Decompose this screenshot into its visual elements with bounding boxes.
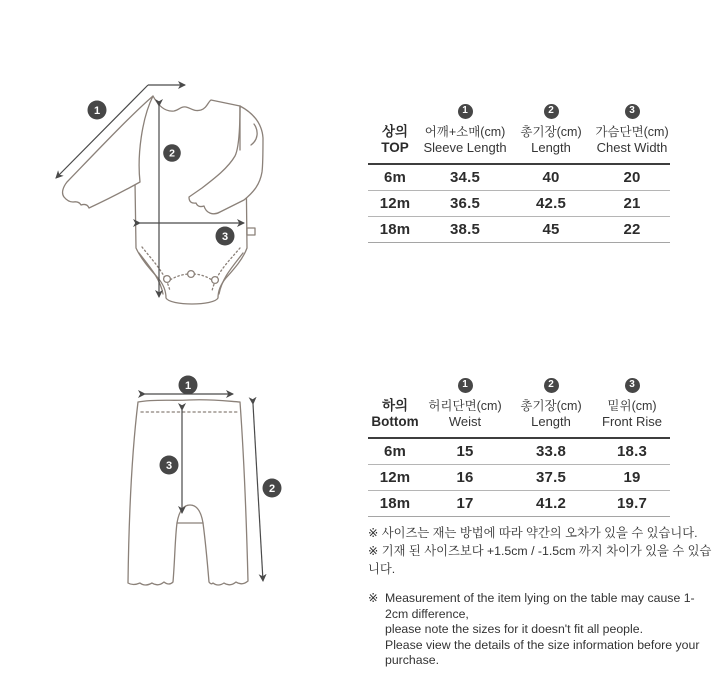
bodysuit-outline xyxy=(63,96,263,304)
value-cell: 22 xyxy=(623,221,641,238)
value-cell: 40 xyxy=(542,169,560,186)
pants-outline xyxy=(128,400,248,585)
table-row xyxy=(368,217,670,243)
svg-text:1: 1 xyxy=(184,379,192,392)
value-cell: 42.5 xyxy=(536,195,566,212)
value-cell: 19.7 xyxy=(617,495,647,512)
svg-text:2: 2 xyxy=(268,482,276,495)
column-badge-3: 3 xyxy=(625,104,640,119)
size-note-en-line-2: please note the sizes for it doesn't fit all people. xyxy=(385,622,644,636)
column-badge-1: 1 xyxy=(458,378,473,393)
value-cell: 45 xyxy=(542,221,560,238)
table-row xyxy=(368,439,670,465)
badge-header-row xyxy=(368,372,670,396)
size-table-top xyxy=(368,98,670,243)
value-cell: 17 xyxy=(456,495,474,512)
value-cell: 38.5 xyxy=(450,221,480,238)
value-cell: 15 xyxy=(456,443,474,460)
value-cell: 33.8 xyxy=(536,443,566,460)
note-marker: ※ xyxy=(368,591,379,605)
badge-header-row xyxy=(368,98,670,122)
column-header-front-rise: 밑위(cm) Front Rise xyxy=(602,399,662,429)
size-note-en-line-1: Measurement of the item lying on the table may cause 1-2cm difference, xyxy=(385,591,695,621)
measure-badge-1 xyxy=(88,101,107,120)
value-cell: 41.2 xyxy=(536,495,566,512)
size-notes xyxy=(368,524,713,669)
value-cell: 19 xyxy=(623,469,641,486)
table-row xyxy=(368,491,670,517)
size-label: 6m xyxy=(383,443,407,460)
side-tag xyxy=(247,228,255,235)
value-cell: 21 xyxy=(623,195,641,212)
column-header-row xyxy=(368,396,670,439)
value-cell: 36.5 xyxy=(450,195,480,212)
size-label: 12m xyxy=(379,195,411,212)
column-badge-3: 3 xyxy=(625,378,640,393)
size-label: 12m xyxy=(379,469,411,486)
column-header-waist: 허리단면(cm) Weist xyxy=(428,399,502,429)
value-cell: 37.5 xyxy=(536,469,566,486)
table-title: 상의 TOP xyxy=(381,124,409,155)
table-row xyxy=(368,165,670,191)
value-cell: 34.5 xyxy=(450,169,480,186)
svg-text:1: 1 xyxy=(93,104,101,117)
column-header-sleeve: 어깨+소매(cm) Sleeve Length xyxy=(423,125,507,155)
size-label: 6m xyxy=(383,169,407,186)
svg-text:3: 3 xyxy=(165,459,173,472)
size-note-ko-2: ※ 기재 된 사이즈보다 +1.5cm / -1.5cm 까지 차이가 있을 수 있습니다. xyxy=(368,544,712,576)
measure-badge-3 xyxy=(216,227,235,246)
table-title: 하의 Bottom xyxy=(371,398,419,429)
column-badge-2: 2 xyxy=(544,104,559,119)
size-label: 18m xyxy=(379,221,411,238)
column-header-length: 총기장(cm) Length xyxy=(520,125,582,155)
bottom-garment-diagram xyxy=(85,373,300,653)
value-cell: 18.3 xyxy=(617,443,647,460)
measure-badge-3 xyxy=(160,456,179,475)
measure-badge-2 xyxy=(163,144,181,162)
column-badge-1: 1 xyxy=(458,104,473,119)
svg-text:2: 2 xyxy=(169,147,175,160)
top-garment-diagram xyxy=(30,60,330,332)
column-header-length: 총기장(cm) Length xyxy=(520,399,582,429)
measure-badge-2 xyxy=(263,479,282,498)
table-row xyxy=(368,465,670,491)
size-table-bottom xyxy=(368,372,670,517)
size-label: 18m xyxy=(379,495,411,512)
value-cell: 20 xyxy=(623,169,641,186)
column-header-row xyxy=(368,122,670,165)
table-row xyxy=(368,191,670,217)
column-badge-2: 2 xyxy=(544,378,559,393)
value-cell: 16 xyxy=(456,469,474,486)
size-note-en xyxy=(368,591,713,669)
column-header-chest: 가슴단면(cm) Chest Width xyxy=(595,125,669,155)
size-note-ko-1: ※ 사이즈는 재는 방법에 따라 약간의 오차가 있을 수 있습니다. xyxy=(368,526,698,540)
svg-text:3: 3 xyxy=(221,230,229,243)
size-note-en-line-3: Please view the details of the size information before your purchase. xyxy=(385,637,700,667)
measure-badge-1 xyxy=(179,376,198,395)
